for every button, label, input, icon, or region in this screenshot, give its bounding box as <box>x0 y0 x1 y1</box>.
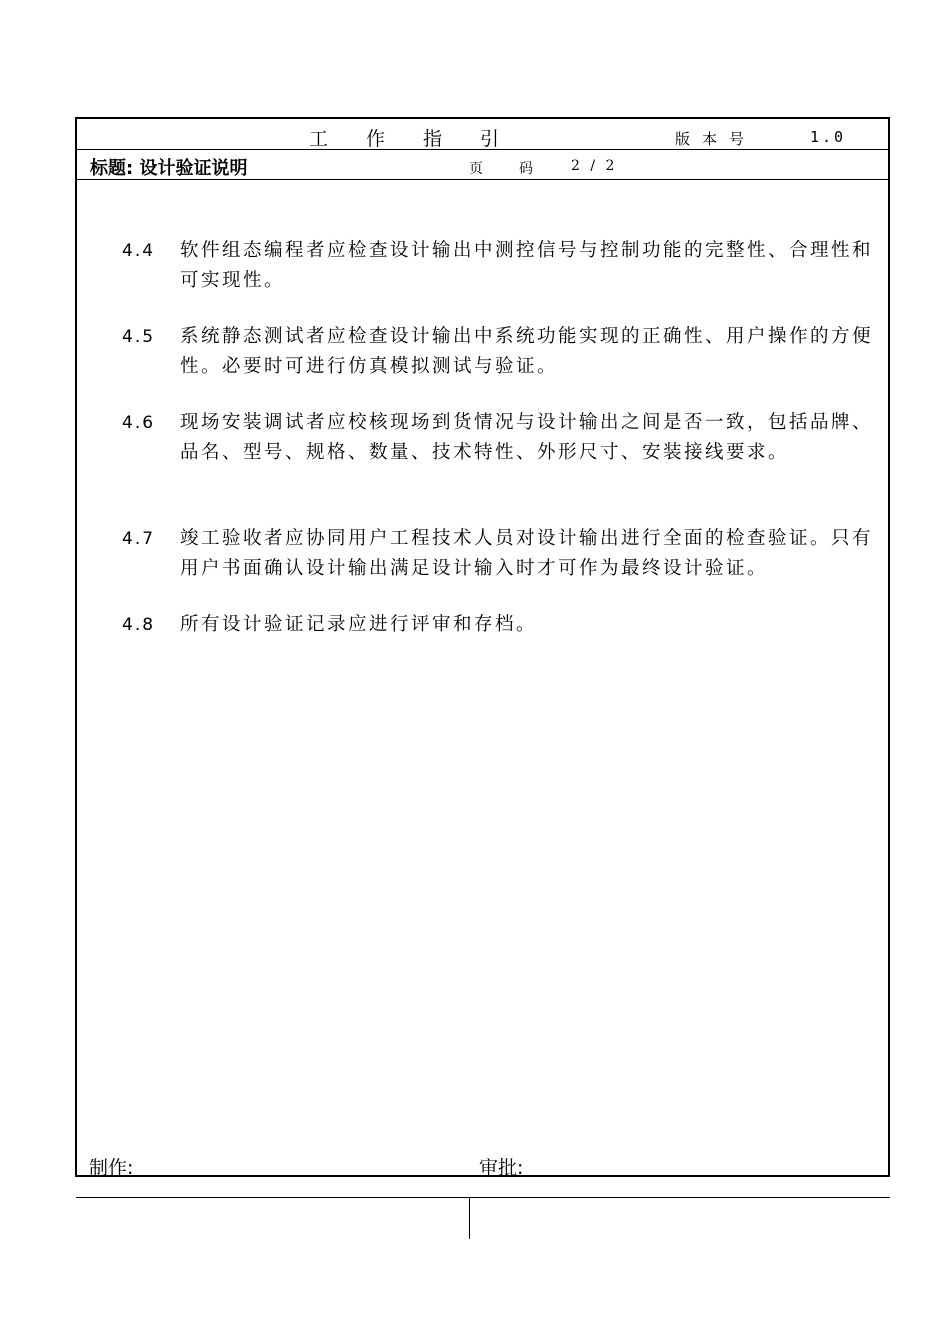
footer-center-divider <box>469 1198 470 1239</box>
clause-text: 软件组态编程者应检查设计输出中测控信号与控制功能的完整性、合理性和可实现性。 <box>180 240 874 291</box>
clause-number: 4.5 <box>122 327 156 347</box>
clause-number: 4.6 <box>122 413 156 433</box>
clause-number: 4.4 <box>122 241 156 261</box>
version-value: 1.0 <box>810 128 847 146</box>
clause-4-4 <box>122 236 882 296</box>
page-label: 页码 <box>469 161 569 177</box>
clause-text: 所有设计验证记录应进行评审和存档。 <box>180 614 538 635</box>
document-frame <box>75 117 890 1177</box>
clause-number: 4.8 <box>122 615 156 635</box>
clause-text: 系统静态测试者应检查设计输出中系统功能实现的正确性、用户操作的方便性。必要时可进行仿真模拟测试与验证。 <box>180 326 874 377</box>
clause-4-6 <box>122 408 882 468</box>
doc-type-heading: 工作指引 <box>309 128 538 150</box>
clause-number: 4.7 <box>122 529 156 549</box>
clause-text: 竣工验收者应协同用户工程技术人员对设计输出进行全面的检查验证。只有用户书面确认设计输出满足设计输入时才可作为最终设计验证。 <box>180 528 874 579</box>
header-row-doc-type <box>77 119 888 150</box>
clause-4-8 <box>122 610 882 640</box>
clause-4-7 <box>122 524 882 584</box>
page-number: 2 / 2 <box>571 158 618 174</box>
footer-divider <box>76 1197 890 1198</box>
clause-4-5 <box>122 322 882 382</box>
clause-text: 现场安装调试者应校核现场到货情况与设计输出之间是否一致，包括品牌、品名、型号、规格、数量、技术特性、外形尺寸、安装接线要求。 <box>180 412 874 463</box>
approved-by-label: 审批: <box>479 1157 524 1179</box>
header-row-title <box>77 150 888 180</box>
document-title: 标题: 设计验证说明 <box>90 158 248 179</box>
version-label: 版本号 <box>675 130 757 148</box>
made-by-label: 制作: <box>89 1157 134 1179</box>
